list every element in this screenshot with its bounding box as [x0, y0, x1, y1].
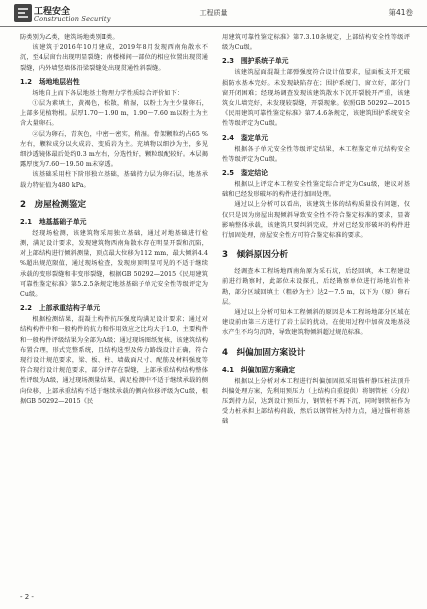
subsection-heading: 2.3 围护系统子单元	[222, 57, 289, 66]
subsection-heading: 2.2 上部承重结构子单元	[20, 304, 101, 313]
section-heading: 4 纠偏加固方案设计	[222, 347, 306, 358]
page-header	[0, 0, 427, 27]
right-column	[222, 33, 410, 428]
subsection-heading: 2.4 鉴定单元	[222, 133, 269, 142]
subsection-heading: 1.2 场地地层岩性	[20, 77, 80, 86]
paragraph: 场地自上而下各层地基土物理力学性质综合评价如下：	[32, 89, 184, 97]
paragraph: 该建筑屋面混凝土部弹强度符合设计值要求，屋面板支开无破损防水基本完好。未发现缺陷存在；围护系统门、窗立好，部分门窗开闭困难；经现场调查发现该建筑散水下沉开裂脱开严重，该建筑女儿墙完好，未发现较裂缝，开裂现象。依照GB 50292—2015《民用建筑可靠性鉴定标准》第7.4.6条规定，该建筑围护系统安全性等级评定为Cu级。	[222, 69, 410, 128]
paragraph: 根据以上评定本工程安全性鉴定综合评定为Csu级，建议对基础和已经发形破坏的构件进行加固处理。	[222, 181, 410, 199]
paragraph: 经现场检测，该建筑物采用独立基础，通过对地基础进行检测，满足设计要求，发现建筑物西南角散水存在明显开裂和沉陷，对上部结构进行倾斜测量，顶点最大位移为112 mm，最大倾斜4.4 %超出规范限值，通过现场检查，发现房顶明显可见的不适于继续承载的变形裂缝和非变形裂缝，根据GB 50292—2015《民用建筑可靠性鉴定标准》第5.2.5条规定地基基础子单元安全性等级评定为Cu级。	[20, 229, 208, 299]
volume-label: 第41卷	[388, 8, 413, 17]
section-heading: 2 房屋检测鉴定	[20, 199, 87, 210]
paragraph: 根据检测结果，混凝土构件抗压强度均满足设计要求；通过对结构构件中和一般构件的抗力和作用效应之比均大于1.0，主要构件和一般构件评级结果为全部为A级；通过现场图纸复核，该建筑结构布置合理，形式完整系统，且结构选型及传力路线设计正确，符合现行设计规范要求，梁、板、柱、墙截面尺寸、配筋及材料强度等符合现行设计规范要求，部分评存在裂缝，上部承重结构结构整体性评级为A级，通过现场测量结果，满足检测中不适于继续承载的侧向位移，上部承重结构不适于继续承载的侧向位移评级为Cu级，根据GB 50292—2015《民	[20, 316, 208, 405]
subsection-heading: 2.1 地基基础子单元	[20, 217, 87, 226]
paragraph: 根据各子单元安全性等级评定结果，本工程鉴定单元结构安全性等级评定为Cu级。	[222, 145, 410, 163]
paragraph: ①层为素填土，黄褐色，松散，稍湿，以粉土为主少量卵石，上部多见植物根。层厚1.70～1.90 m，1.90～7.60 m以粉土为主含大量卵石。	[20, 100, 208, 128]
paragraph: 通过以上分析可知本工程倾斜的原因是本工程场地部分区域在建设前由第三方进行了岩土层的扰动，在使用过程中加荷及地基浸水产生不均匀沉降，导致建筑物倾斜超过规范标准。	[222, 309, 410, 337]
subsection-heading: 2.5 鉴定结论	[222, 169, 269, 178]
paragraph: 该基础采用柱下阶形独立基础，基础持力层为卵石层，地基承载力特征值为480 kPa。	[20, 171, 208, 189]
subsection-heading: 4.1 纠偏加固方案确定	[222, 365, 296, 374]
paragraph: 用建筑可靠性鉴定标准》第7.3.10条规定，上部结构安全性等级评级为Cu级。	[222, 34, 410, 52]
left-column	[20, 33, 208, 407]
paragraph: 通过以上分析可以看出，该建筑主体的结构质量没有问题，仅仅只是因为房屋出现倾斜导致安全性不符合鉴定标准的要求，显著影响整体承载，该建筑只要纠斜完成，并对已经发形破坏的构件进行加固处理，房屋安全性方可符合鉴定标准的要求。	[222, 201, 410, 240]
paragraph: 经调查本工程场地西南角原为采石坑，后经回填，本工程建设前进行勘察时，此部位未设探孔，后经勘察单位进行场地岩性补勘，部分区域回填土（粗砂为主）达2～7.5 m，以下为（原）卵石层。	[222, 268, 410, 306]
journal-subtitle: Construction Security	[34, 15, 111, 23]
journal-title: 工程安全	[34, 7, 71, 17]
paragraph: 防类别为乙类，建筑场地类别Ⅱ类。	[20, 34, 119, 41]
page-number: - 2 -	[20, 593, 34, 601]
paragraph: 该建筑于2016年10月建成，2019年8月发现西南角散水不沉，至4层窗台出现明显裂缝；南楼梯间一部位的相应位置出现贯通裂缝，内外墙竖墙体沿梁裂缝处出现贯通性斜裂缝。	[20, 44, 208, 72]
section-label: 工程质量	[199, 9, 228, 17]
paragraph: ②层为卵石，青灰色，中密～密实，稍湿。骨架颗粒约占65 %左右，颗粒成分以火成岩、变质岩为主。充填物以细沙为主，多见细沙透镜体最后处约0.3 m左右，分选性好，颗粒级配较好。本层揭露厚度为7.60～19.50 m未穿透。	[20, 130, 208, 169]
paragraph: 根据以上分析对本工程进行纠偏加固拟采用锚杆静压桩法顶升纠偏处理方案，先利用预压力（上结构自重提供）将钢管桩（分段）压到持力层，达到设计预压力，钢管桩不再下沉，同时钢管桩作为受力桩承担上部结构荷载，然后以钢管桩为持力点，通过锚杆将基础	[222, 377, 410, 426]
section-heading: 3 倾斜原因分析	[222, 250, 289, 261]
